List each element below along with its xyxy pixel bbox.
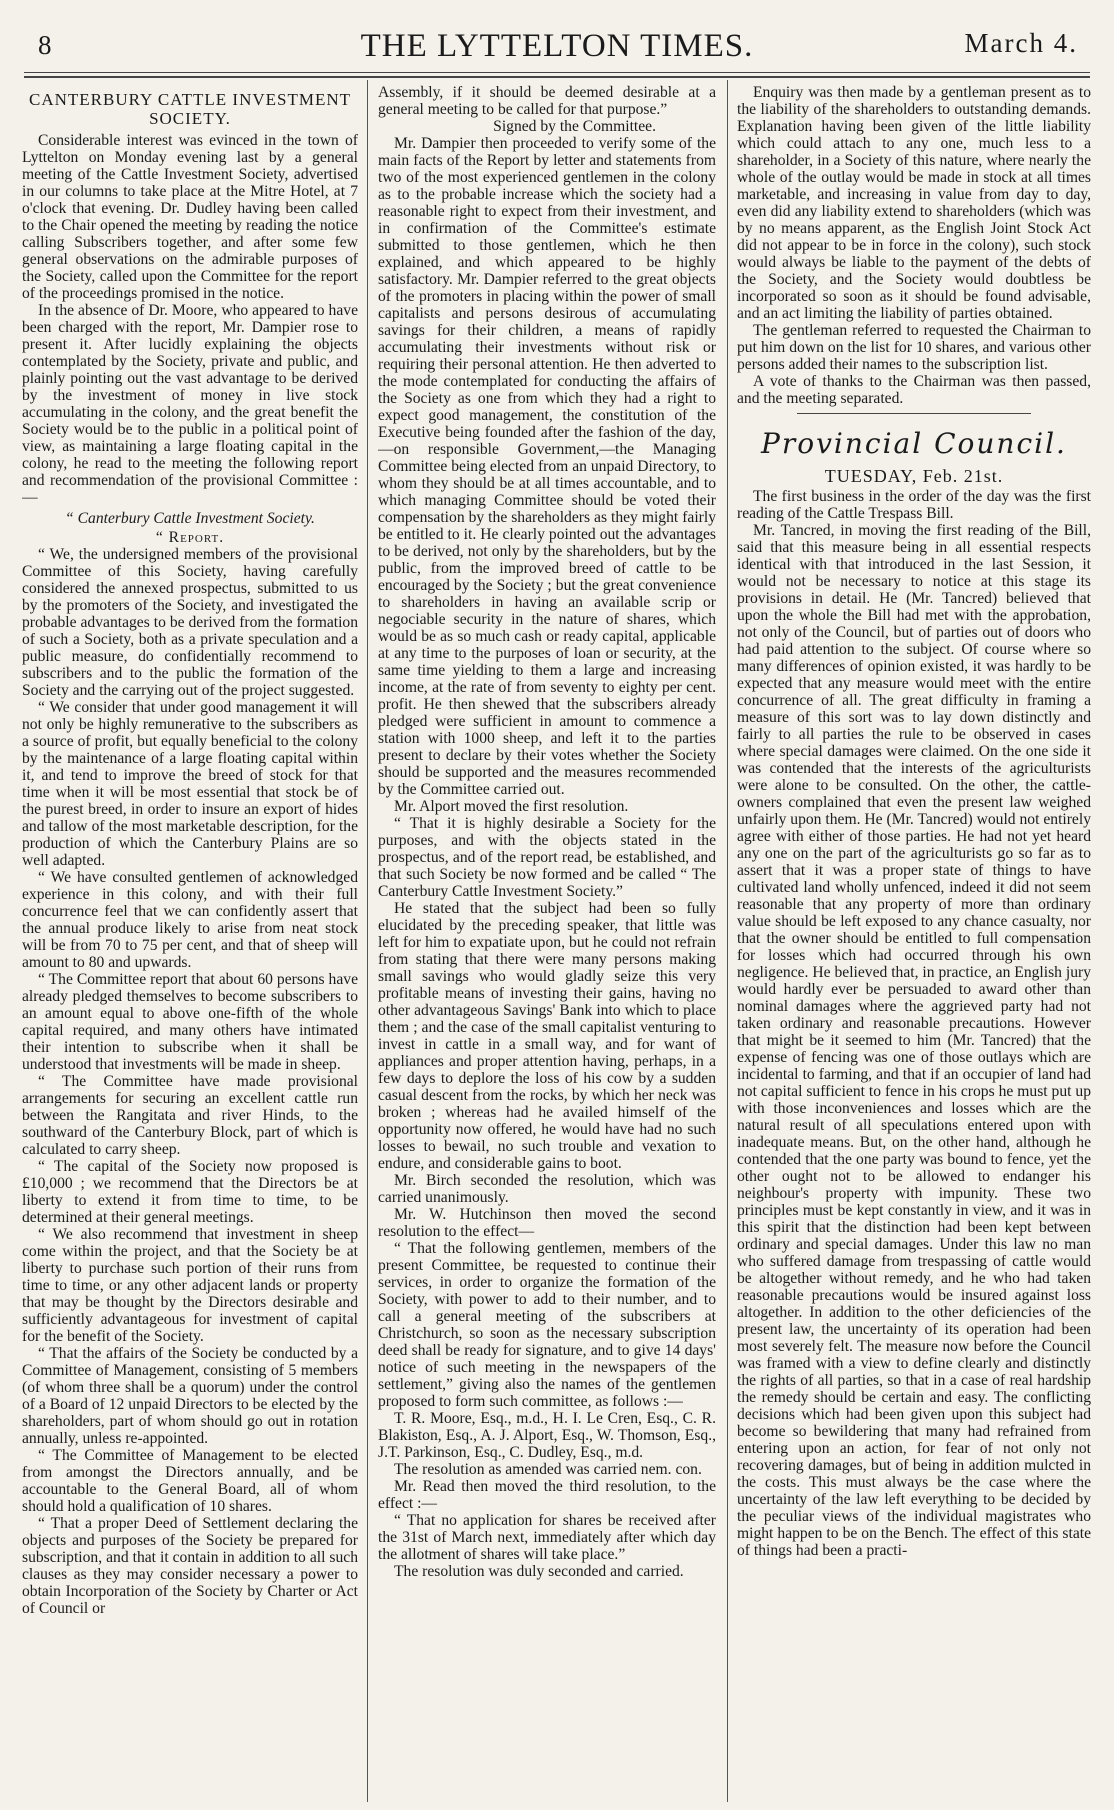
day-heading: TUESDAY, Feb. 21st. <box>824 466 1004 486</box>
paragraph: T. R. Moore, Esq., m.d., H. I. Le Cren, Esq., C. R. Blakiston, Esq., A. J. Alport, Esq., W. Thomson, Esq., J.T. Parkinson, Esq., C. Dudley, Esq., m.d. <box>378 1410 716 1461</box>
paragraph: Mr. Alport moved the first resolution. <box>394 798 629 815</box>
column-divider <box>727 80 728 1802</box>
paragraph: “ The Committee report that about 60 persons have already pledged themselves to become subscribers to an amount equal to above one-fifth of the whole capital required, and many others have intimated their intention to subscribe when it shall be understood that investments will be made in sheep. <box>22 971 358 1073</box>
paragraph: The resolution as amended was carried nem. con. <box>394 1461 702 1478</box>
masthead <box>24 20 1090 66</box>
paragraph: “ We have consulted gentlemen of acknowledged experience in this colony, and with their full concurrence feel that we can confidently assert that the annual produce likely to arise from neat stock will be from 70 to 75 per cent, and that of sheep will amount to 80 and upwards. <box>22 869 358 971</box>
paragraph: A vote of thanks to the Chairman was then passed, and the meeting separated. <box>737 373 1091 407</box>
council-heading: Provincial Council. <box>761 427 1067 460</box>
column-1 <box>22 84 358 1802</box>
paragraph: Mr. Dampier then proceeded to verify some of the main facts of the Report by letter and statements from two of the most experienced gentlemen in the colony as to the probable increase which the society had a reasonable right to expect from their investment, and in confirmation of the Committee's estimate submitted to those gentlemen, which he then explained, and which appeared to be highly satisfactory. Mr. Dampier referred to the great objects of the promoters in placing within the power of small capitalists and persons desirous of accumulating savings for their children, a means of rapidly accumulating their investments without risk or requiring their personal attention. He then adverted to the mode contemplated for conducting the affairs of the Society as one from which they had a right to expect good management, the constitution of the Executive being founded after the fashion of the day,—on responsible Government,—the Managing Committee being elected from an unpaid Directory, to whom they should be at all times accountable, and to which managing Committee should be voted their compensation by the shareholders as they might fairly be entitled to it. He clearly pointed out the advantages to be derived, not only by the shareholders, but by the public, from the improved breed of cattle to be encouraged by the Society ; but the great convenience to shareholders in having an available scrip or negociable security in the nature of shares, which would be as so much cash or ready capital, applicable at any time to the purposes of loan or security, at the same time yielding to them a large and increasing income, at the rate of from seventy to eighty per cent. profit. He then shewed that the subscribers already pledged were sufficient in amount to commence a station with 1000 sheep, and left it to the parties present to declare by their votes whether the Society should be supported and the measures recommended by the Committee carried out. <box>378 135 716 798</box>
paragraph: The first business in the order of the day was the first reading of the Cattle Trespass Bill. <box>737 488 1091 522</box>
paragraph: Considerable interest was evinced in the town of Lyttelton on Monday evening last by a general meeting of the Cattle Investment Society, advertised in our columns to take place at the Mitre Hotel, at 7 o'clock that evening. Dr. Dudley having been called to the Chair opened the meeting by reading the notice calling Subscribers together, and after some few general observations on the admirable purposes of the Society, called upon the Committee for the report of the proceedings promised in the notice. <box>22 132 358 302</box>
paragraph: The resolution was duly seconded and carried. <box>394 1563 684 1580</box>
header-rule <box>24 72 1090 73</box>
paragraph: Mr. Birch seconded the resolution, which was carried unanimously. <box>378 1172 716 1206</box>
society-title: “ Canterbury Cattle Investment Society. <box>65 510 315 527</box>
paragraph: “ The Committee of Management to be elected from amongst the Directors annually, and be accountable to the General Board, all of whom should hold a qualification of 10 shares. <box>22 1447 358 1515</box>
article-heading: CANTERBURY CATTLE INVESTMENT SOCIETY. <box>28 90 352 128</box>
paragraph: Mr. Tancred, in moving the first reading of the Bill, said that this measure being in all essential respects identical with that introduced in the last Session, it would not be necessary to notice at this stage its provisions in detail. He (Mr. Tancred) believed that upon the whole the Bill had met with the approbation, not only of the Council, but of parties out of doors who had paid attention to the subject. Of course where so many differences of opinion existed, it was hardly to be expected that any measure would meet with the entire concurrence of all. The great difficulty in framing a measure of this sort was to lay down distinctly and fairly to all parties the rule to be observed in cases where special damages were claimed. On the one side it was contended that the interests of the agriculturists were alone to be consulted. On the other, the cattle-owners complained that even the present law weighed unfairly upon them. He (Mr. Tancred) would not entirely agree with either of those parties. He had not yet heard any one on the part of the agriculturists go so far as to assert that it was a proper state of things to have cultivated land wholly unfenced, indeed it did not seem reasonable that any property of more than ordinary value should be left exposed to any chance casualty, nor that the owner should be entitled to full compensation for losses which had occurred through his own negligence. He believed that, in practice, an English jury would hardly ever be persuaded to award other than nominal damages where the aggrieved party had not taken ordinary and reasonable precautions. However that might be it seemed to him (Mr. Tancred) that the expense of fencing was one of those outlays which are incidental to farming, and that if an occupier of land had not capital sufficient to fence in his crops he must put up with those inconveniences and losses which are the natural result of all speculations entered upon with inadequate means. But, on the other hand, although he contended that the one party was bound to fence, yet the other ought not to be allowed to endanger his neighbour's property with impunity. These two principles must be kept constantly in view, and it was in this spirit that the distinction had been kept between ordinary and special damages. Under this law no man who suffered damage from trespassing of cattle would be altogether without remedy, and he who had taken reasonable precautions would be insured against loss altogether. In addition to the other deficiencies of the present law, the uncertainty of its operation had been most severely felt. The measure now before the Council was framed with a view to define clearly and distinctly the rights of all parties, so that in a case of real hardship the remedy should be certain and easy. The conflicting decisions which had been given upon this subject had become so bewildering that many had refrained from entering upon an action, for fear of not only not recovering damages, but of being in addition mulcted in the costs. This must always be the case where the uncertainty of the law left everything to be decided by the peculiar views of the individual magistrates who might happen to be on the Bench. The effect of this state of things had been a practi- <box>737 522 1091 1559</box>
paragraph: “ The capital of the Society now proposed is £10,000 ; we recommend that the Directors be at liberty to extend it from time to time, to be determined at their general meetings. <box>22 1158 358 1226</box>
paragraph: Enquiry was then made by a gentleman present as to the liability of the shareholders to outstanding demands. Explanation having been given of the little liability which could attach to any one, much less to a shareholder, in a Society of this nature, where nearly the whole of the outlay would be made in stock at all times marketable, and increasing in value from day to day, even did any liability extend to shareholders (which was by no means apparent, as the English Joint Stock Act did not appear to be in force in the colony), such stock would always be liable to the payment of the debts of the Society, and the Society would doubtless be incorporated so soon as it should be found advisable, and an act limiting the liability of parties obtained. <box>737 84 1091 322</box>
paragraph: He stated that the subject had been so fully elucidated by the preceding speaker, that little was left for him to expatiate upon, but he could not refrain from stating that there were many persons making small savings who would gladly seize this very profitable means of investing their gains, having no other advantageous Savings' Bank into which to place them ; and the case of the small capitalist venturing to invest in cattle in a small way, and for want of appliances and proper attention having, perhaps, in a few days to deplore the loss of his cow by a sudden casual descent from the rocks, by which her neck was broken ; whereas had he availed himself of the opportunity now offered, he would have had no such losses to bewail, no such trouble and vexation to endure, and considerable gains to boot. <box>378 900 716 1172</box>
paper-title: THE LYTTELTON TIMES. <box>360 28 754 64</box>
paragraph: “ That no application for shares be received after the 31st of March next, immediately after which day the allotment of shares will take place.” <box>378 1512 716 1563</box>
paragraph: Mr. Read then moved the third resolution, to the effect :— <box>378 1478 716 1512</box>
report-heading: “ Report. <box>155 529 225 546</box>
paragraph: “ That a proper Deed of Settlement declaring the objects and purposes of the Society be prepared for subscription, and that it contain in addition to all such clauses as they may consider necessary a power to obtain Incorporation of the Society by Charter or Act of Council or <box>22 1515 358 1617</box>
signed-line: Signed by the Committee. <box>493 118 656 135</box>
paragraph: “ That the following gentlemen, members of the present Committee, be requested to continue their services, in order to organize the formation of the Society, with power to add to their number, and to call a general meeting of the subscribers at Christchurch, so soon as the necessary subscription deed shall be ready for signature, and to give 14 days' notice of such meeting in the newspapers of the settlement,” giving also the names of the gentlemen proposed to form such committee, as follows :— <box>378 1240 716 1410</box>
column-2 <box>378 84 716 1802</box>
paragraph: “ The Committee have made provisional arrangements for securing an excellent cattle run between the Rangitata and river Hinds, to the southward of the Canterbury Block, part of which is calculated to carry sheep. <box>22 1073 358 1158</box>
section-separator <box>797 413 1031 414</box>
paragraph: The gentleman referred to requested the Chairman to put him down on the list for 10 shares, and various other persons added their names to the subscription list. <box>737 322 1091 373</box>
paragraph: Mr. W. Hutchinson then moved the second resolution to the effect— <box>378 1206 716 1240</box>
paragraph: “ We consider that under good management it will not only be highly remunerative to the subscribers as a source of profit, but equally beneficial to the colony by the maintenance of a large floating capital within it, and tend to improve the breed of stock for that time when it will be most essential that stock be of the purest breed, in order to insure an export of hides and tallow of the most marketable description, for the production of which the Canterbury Plains are so well adapted. <box>22 699 358 869</box>
paragraph: “ We, the undersigned members of the provisional Committee of this Society, having carefully considered the annexed prospectus, submitted to us by the promoters of the Society, and investigated the probable advantages to be derived from the formation of such a Society, both as a private speculation and a public measure, do confidentially recommend to subscribers and to the public the formation of the Society and the carrying out of the project suggested. <box>22 546 358 699</box>
column-3 <box>737 84 1091 1802</box>
paragraph: “ We also recommend that investment in sheep come within the project, and that the Society be at liberty to purchase such portion of their runs from time to time, or any other adjacent lands or property that may be thought by the Directors desirable and sufficiently advantageous for investment of capital for the benefit of the Society. <box>22 1226 358 1345</box>
paragraph: In the absence of Dr. Moore, who appeared to have been charged with the report, Mr. Dampier rose to present it. After lucidly explaining the objects contemplated by the Society, private and public, and plainly pointing out the vast advantage to be derived by the investment of money in live stock accumulating in the colony, and the great benefit the Society would be to the public in a political point of view, as maintaining a large floating capital in the colony, he read to the meeting the following report and recommendation of the provisional Committee :— <box>22 302 358 506</box>
paragraph: “ That the affairs of the Society be conducted by a Committee of Management, consisting of 5 members (of whom three shall be a quorum) under the control of a Board of 12 unpaid Directors to be elected by the shareholders, part of whom should go out in rotation annually, unless re-appointed. <box>22 1345 358 1447</box>
page-number: 8 <box>38 30 52 60</box>
column-divider <box>367 80 368 1802</box>
paragraph: Assembly, if it should be deemed desirable at a general meeting to be called for that purpose.” <box>378 84 716 118</box>
issue-date: March 4. <box>964 28 1078 58</box>
header-rule-thick <box>24 76 1090 78</box>
paragraph: “ That it is highly desirable a Society for the purposes, and with the objects stated in the prospectus, and of the report read, be established, and that such Society be now formed and be called “ The Canterbury Cattle Investment Society.” <box>378 815 716 900</box>
